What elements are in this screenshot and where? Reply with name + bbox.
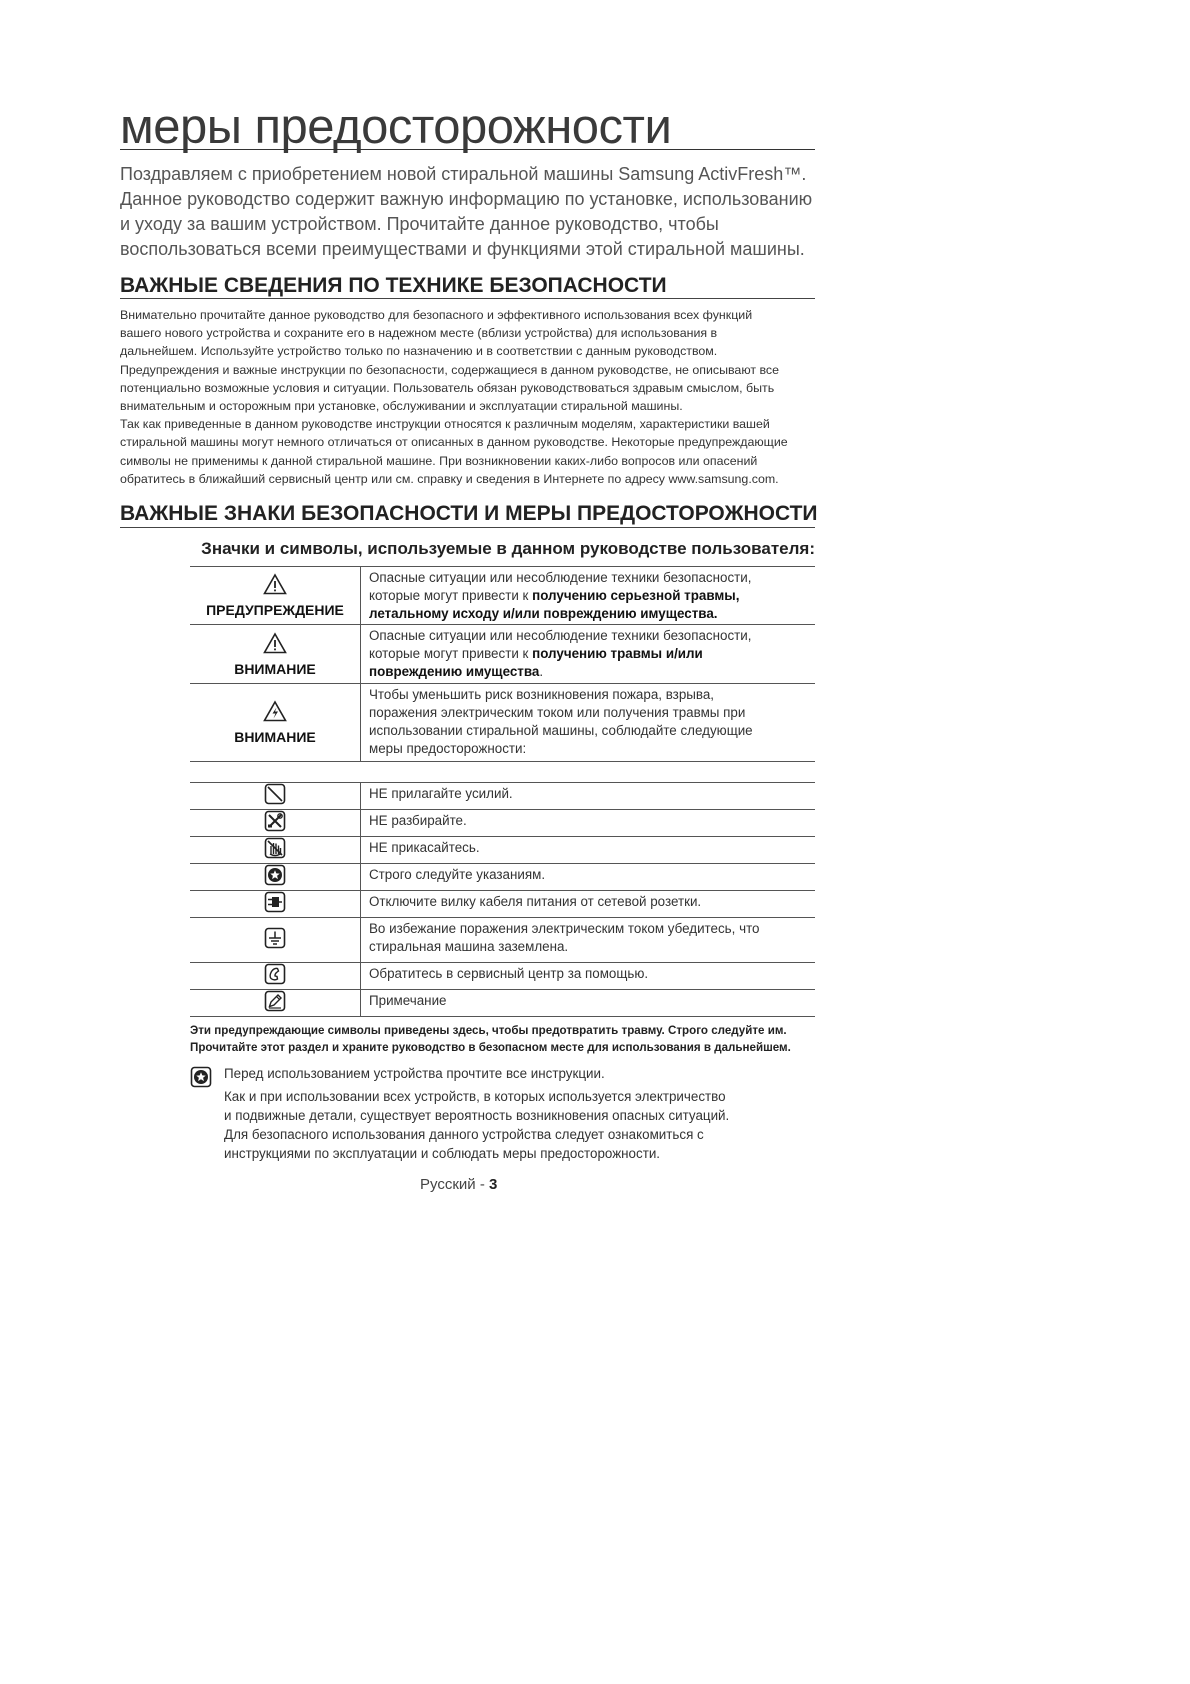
symbol-icon-cell bbox=[190, 810, 361, 836]
desc-bold: получению травмы и/или bbox=[532, 646, 703, 661]
no-force-icon bbox=[264, 783, 286, 810]
warning-triangle-icon bbox=[263, 573, 287, 600]
table-row bbox=[190, 836, 815, 863]
intro-line: и уходу за вашим устройством. Прочитайте данное руководство, чтобы bbox=[120, 214, 719, 234]
desc-line: поражения электрическим током или получения травмы при bbox=[369, 705, 746, 720]
intro-line: Поздравляем с приобретением новой стиральной машины Samsung ActivFresh™. bbox=[120, 164, 807, 184]
desc-line: Во избежание поражения электрическим током убедитесь, что bbox=[369, 921, 760, 936]
table-row bbox=[190, 683, 815, 761]
footer-language: Русский bbox=[420, 1176, 476, 1193]
symbol-icon-cell bbox=[190, 918, 361, 962]
service-phone-icon bbox=[264, 963, 286, 990]
symbol-icon-cell bbox=[190, 864, 361, 890]
title-rule bbox=[120, 149, 815, 150]
footer-separator: - bbox=[475, 1176, 490, 1193]
section2-heading: ВАЖНЫЕ ЗНАКИ БЕЗОПАСНОСТИ И МЕРЫ ПРЕДОСТОРОЖНОСТИ bbox=[120, 502, 818, 525]
table-row bbox=[190, 809, 815, 836]
symbol-description bbox=[361, 918, 815, 962]
level-icon-cell bbox=[190, 625, 361, 683]
body-line: обратитесь в ближайший сервисный центр или см. справку и сведения в Интернете по адресу www.samsung.com. bbox=[120, 471, 779, 486]
table-row bbox=[190, 624, 815, 683]
desc-line: стиральная машина заземлена. bbox=[369, 939, 569, 954]
table-row bbox=[190, 962, 815, 989]
table-row bbox=[190, 917, 815, 962]
page-number: 3 bbox=[489, 1176, 498, 1193]
table-row bbox=[190, 782, 815, 809]
no-disassemble-icon bbox=[264, 810, 286, 837]
symbol-icon-cell bbox=[190, 963, 361, 989]
symbol-description: НЕ прилагайте усилий. bbox=[369, 786, 513, 801]
desc-bold: летальному исходу и/или повреждению имущества. bbox=[369, 606, 718, 621]
intro-line: воспользоваться всеми преимуществами и функциями этой стиральной машины. bbox=[120, 239, 805, 259]
instructions-text bbox=[224, 1064, 729, 1163]
symbol-description: Отключите вилку кабеля питания от сетевой розетки. bbox=[369, 894, 702, 909]
section1-body bbox=[120, 306, 820, 488]
body-line: дальнейшем. Используйте устройство только по назначению и в соответствии с данным руководством. bbox=[120, 344, 718, 359]
table-row bbox=[190, 863, 815, 890]
note-pencil-icon bbox=[264, 990, 286, 1017]
instruction-line: Как и при использовании всех устройств, в которых используется электричество bbox=[224, 1089, 726, 1104]
no-touch-icon bbox=[264, 837, 286, 864]
symbol-description: НЕ разбирайте. bbox=[369, 813, 467, 828]
body-line: стиральной машины могут немного отличаться от описанных в данном руководстве. Некоторые предупреждающие bbox=[120, 435, 788, 450]
level-icon-cell bbox=[190, 567, 361, 624]
symbol-icon-cell bbox=[190, 783, 361, 809]
symbol-description: Примечание bbox=[369, 993, 447, 1008]
body-line: внимательным и осторожным при установке, обслуживании и эксплуатации стиральной машины. bbox=[120, 399, 683, 414]
symbols-table bbox=[190, 566, 815, 1017]
desc-bold: получению серьезной травмы, bbox=[532, 588, 740, 603]
level-icon-cell bbox=[190, 684, 361, 761]
body-line: потенциально возможные условия и ситуации. Пользователь обязан руководствоваться здравым смыслом, быть bbox=[120, 380, 775, 395]
desc-line: Опасные ситуации или несоблюдение техники безопасности, bbox=[369, 570, 752, 585]
instruction-line: и подвижные детали, существует вероятность возникновения опасных ситуаций. bbox=[224, 1108, 730, 1123]
desc-plain: . bbox=[539, 664, 544, 679]
page-footer bbox=[420, 1176, 497, 1193]
page-title: меры предосторожности bbox=[120, 100, 672, 154]
unplug-icon bbox=[264, 891, 286, 918]
desc-plain: которые могут привести к bbox=[369, 646, 533, 661]
desc-line: использовании стиральной машины, соблюдайте следующие bbox=[369, 723, 753, 738]
section1-heading: ВАЖНЫЕ СВЕДЕНИЯ ПО ТЕХНИКЕ БЕЗОПАСНОСТИ bbox=[120, 274, 667, 297]
electric-hazard-icon bbox=[263, 700, 287, 727]
desc-bold: повреждению имущества bbox=[369, 664, 540, 679]
level-description bbox=[361, 567, 815, 624]
section2-rule bbox=[120, 527, 815, 528]
table-row bbox=[190, 566, 815, 624]
desc-line: меры предосторожности: bbox=[369, 741, 527, 756]
caution-triangle-icon bbox=[263, 632, 287, 659]
note-line: Эти предупреждающие символы приведены здесь, чтобы предотвратить травму. Строго следуйте им. bbox=[190, 1024, 787, 1037]
symbol-description: НЕ прикасайтесь. bbox=[369, 840, 480, 855]
intro-line: Данное руководство содержит важную информацию по установке, использованию bbox=[120, 189, 813, 209]
symbol-icon-cell bbox=[190, 891, 361, 917]
body-line: Предупреждения и важные инструкции по безопасности, содержащиеся в данном руководстве, не описывают все bbox=[120, 362, 779, 377]
desc-line bbox=[369, 663, 815, 681]
intro-paragraph bbox=[120, 162, 820, 262]
level-label: ВНИМАНИЕ bbox=[234, 729, 316, 745]
desc-line bbox=[369, 587, 815, 605]
body-line: Так как приведенные в данном руководстве инструкции относятся к различным моделям, характеристики вашей bbox=[120, 417, 770, 432]
ground-icon bbox=[264, 927, 286, 954]
desc-plain: которые могут привести к bbox=[369, 588, 533, 603]
symbol-icon-cell bbox=[190, 990, 361, 1016]
level-label: ПРЕДУПРЕЖДЕНИЕ bbox=[206, 602, 344, 618]
body-line: Внимательно прочитайте данное руководство для безопасного и эффективного использования всех функций bbox=[120, 308, 753, 322]
follow-instructions-icon bbox=[264, 864, 286, 891]
symbol-icon-cell bbox=[190, 837, 361, 863]
section1-rule bbox=[120, 298, 815, 299]
level-description bbox=[361, 625, 815, 683]
instruction-line: инструкциями по эксплуатации и соблюдать меры предосторожности. bbox=[224, 1146, 661, 1161]
desc-line: Опасные ситуации или несоблюдение техники безопасности, bbox=[369, 628, 752, 643]
desc-line bbox=[369, 605, 815, 623]
warning-note bbox=[190, 1022, 830, 1056]
instruction-line: Перед использованием устройства прочтите все инструкции. bbox=[224, 1066, 605, 1081]
desc-line bbox=[369, 645, 815, 663]
instruction-line: Для безопасного использования данного устройства следует ознакомиться с bbox=[224, 1127, 704, 1142]
symbols-subtitle: Значки и символы, используемые в данном руководстве пользователя: bbox=[201, 539, 815, 558]
symbol-description: Обратитесь в сервисный центр за помощью. bbox=[369, 966, 649, 981]
symbol-description: Строго следуйте указаниям. bbox=[369, 867, 546, 882]
level-description bbox=[361, 684, 815, 761]
body-line: вашего нового устройства и сохраните его в надежном месте (вблизи устройства) для использования в bbox=[120, 326, 718, 341]
body-line: символы не применимы к данной стиральной машине. При возникновении каких-либо вопросов или опасений bbox=[120, 453, 758, 468]
table-spacer-row bbox=[190, 761, 815, 782]
table-row bbox=[190, 890, 815, 917]
note-line: Прочитайте этот раздел и храните руководство в безопасном месте для использования в дальнейшем. bbox=[190, 1041, 791, 1054]
table-row bbox=[190, 989, 815, 1017]
desc-line: Чтобы уменьшить риск возникновения пожара, взрыва, bbox=[369, 687, 715, 702]
follow-instructions-icon bbox=[190, 1066, 212, 1093]
level-label: ВНИМАНИЕ bbox=[234, 660, 316, 677]
